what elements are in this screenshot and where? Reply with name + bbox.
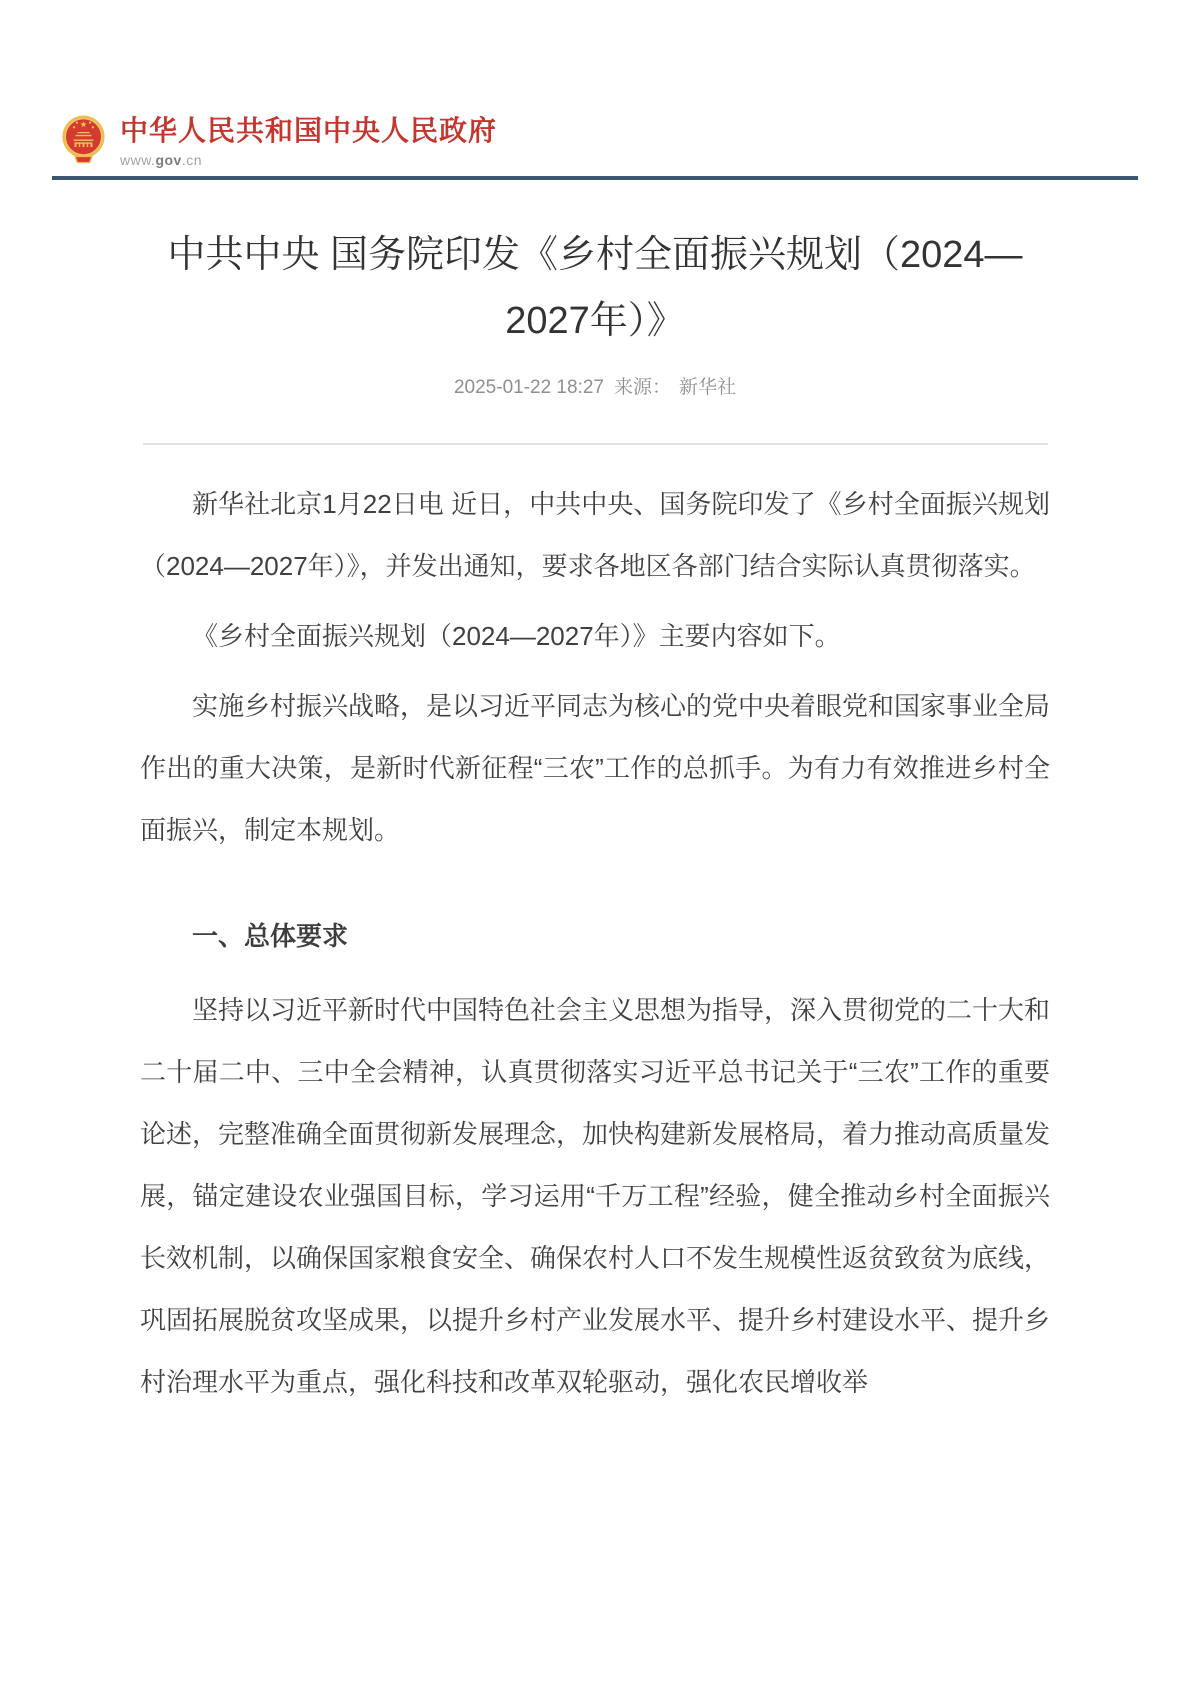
site-header	[52, 0, 1138, 168]
site-url-www: www.	[120, 151, 156, 168]
paragraph-1: 新华社北京1月22日电 近日，中共中央、国务院印发了《乡村全面振兴规划（2024—2027年）》，并发出通知，要求各地区各部门结合实际认真贯彻落实。	[140, 489, 1050, 581]
logo-text	[120, 112, 497, 168]
section-heading: 一、总体要求	[192, 921, 349, 951]
article	[140, 180, 1050, 1413]
paragraph-4: 坚持以习近平新时代中国特色社会主义思想为指导，深入贯彻党的二十大和二十届二中、三中全会精神，认真贯彻落实习近平总书记关于“三农”工作的重要论述，完整准确全面贯彻新发展理念，加快构建新发展格局，着力推动高质量发展，锚定建设农业强国目标，学习运用“千万工程”经验，健全推动乡村全面振兴长效机制，以确保国家粮食安全、确保农村人口不发生规模性返贫致贫为底线，巩固拓展脱贫攻坚成果，以提升乡村产业发展水平、提升乡村建设水平、提升乡村治理水平为重点，强化科技和改革双轮驱动，强化农民增收举	[140, 995, 1051, 1397]
site-url	[120, 152, 497, 168]
site-url-cn: .cn	[181, 151, 203, 168]
article-body	[140, 445, 1050, 1413]
article-meta	[140, 372, 1050, 399]
site-url-gov: gov	[155, 151, 182, 168]
paragraph-3: 实施乡村振兴战略，是以习近平同志为核心的党中央着眼党和国家事业全局作出的重大决策，是新时代新征程“三农”工作的总抓手。为有力有效推进乡村全面振兴，制定本规划。	[140, 691, 1051, 845]
gov-logo[interactable]	[52, 112, 1138, 168]
paragraph-2: 《乡村全面振兴规划（2024—2027年）》主要内容如下。	[192, 621, 841, 651]
publish-datetime: 2025-01-22 18:27	[453, 377, 604, 398]
article-title: 中共中央 国务院印发《乡村全面振兴规划（2024—2027年）》	[167, 234, 1023, 342]
site-title: 中华人民共和国中央人民政府	[120, 115, 498, 146]
national-emblem-icon	[60, 112, 107, 168]
source-label: 来源：	[613, 377, 671, 398]
source-name: 新华社	[679, 377, 737, 398]
